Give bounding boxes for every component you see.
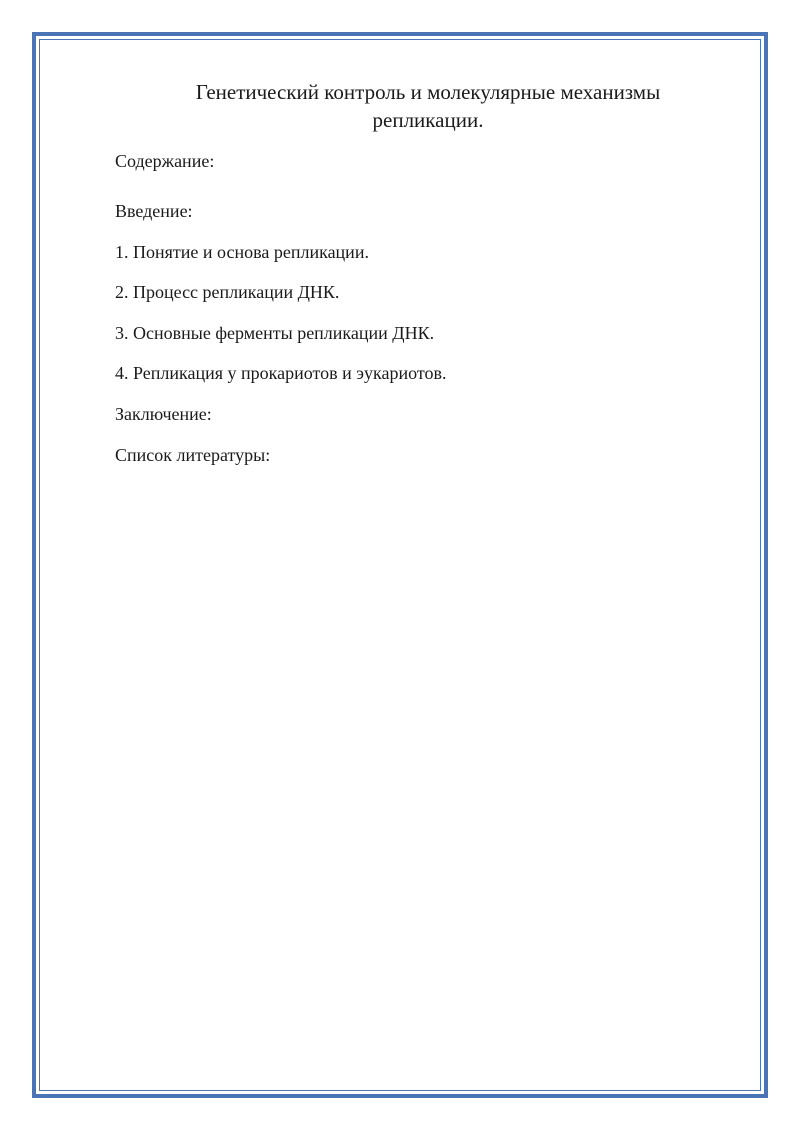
toc-item-references: Список литературы:: [115, 444, 271, 465]
document-title: [115, 78, 741, 134]
toc-item-3: 3. Основные ферменты репликации ДНК.: [115, 322, 435, 343]
toc-item-4: 4. Репликация у прокариотов и эукариотов.: [115, 363, 447, 384]
toc-item-conclusion: Заключение:: [115, 403, 212, 424]
toc-item-2: 2. Процесс репликации ДНК.: [115, 282, 340, 303]
contents-heading: Содержание:: [115, 151, 215, 171]
table-of-contents: [115, 199, 446, 483]
toc-item-1: 1. Понятие и основа репликации.: [115, 241, 369, 262]
document-title-line-1: Генетический контроль и молекулярные механизмы: [195, 80, 661, 104]
document-title-line-2: репликации.: [372, 108, 484, 132]
toc-item-introduction: Введение:: [115, 201, 193, 221]
page-border-inner: [39, 39, 761, 1091]
